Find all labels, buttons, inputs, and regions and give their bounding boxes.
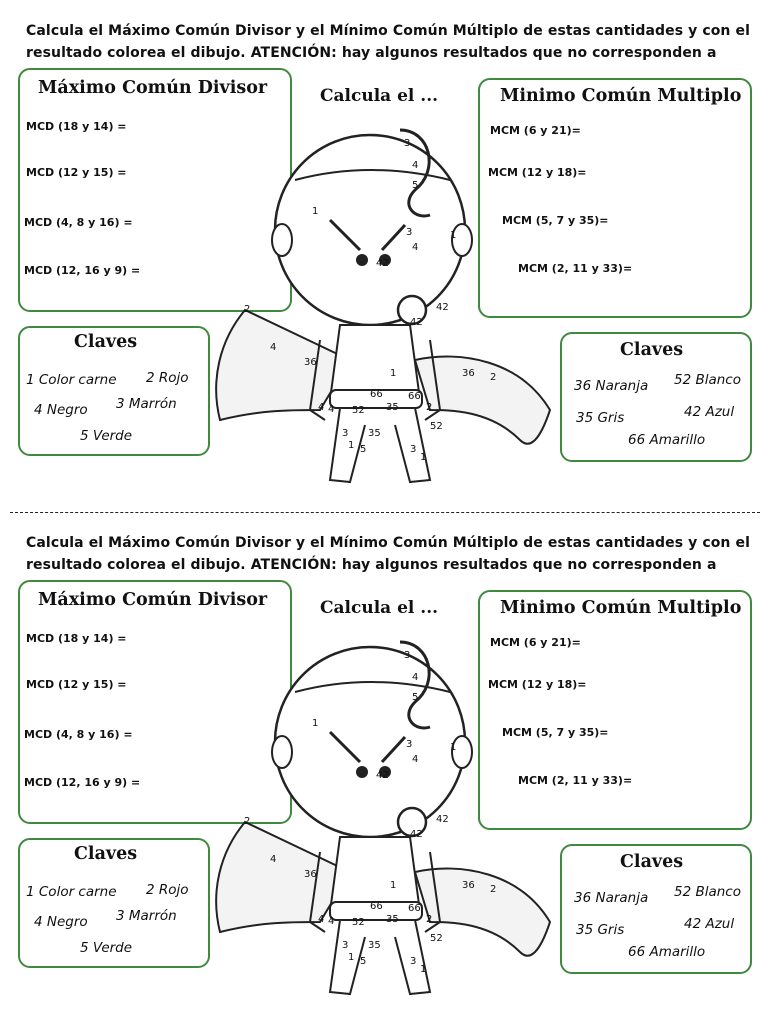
instructions-text: Calcula el Máximo Común Divisor y el Mínimo Común Múltiplo de estas cantidades y con el resultado colorea el dibujo. ATENCIÓN: hay algunos resultados que no corresponden a: [26, 23, 750, 61]
figure-number-label: 5: [360, 444, 367, 455]
figure-number-label: 1: [450, 742, 457, 753]
figure-number-label: 42: [376, 258, 389, 269]
clave-item: 4 Negro: [34, 914, 88, 930]
mcm-item: MCM (5, 7 y 35)=: [502, 214, 609, 227]
figure-number-label: 3: [410, 444, 417, 455]
figure-number-label: 1: [390, 368, 397, 379]
claves-title: Claves: [620, 852, 684, 872]
claves-title: Claves: [74, 844, 138, 864]
clave-item: 42 Azul: [684, 916, 735, 932]
figure-number-label: 4: [412, 160, 419, 171]
mcd-item: MCD (12 y 15) =: [26, 678, 127, 691]
mcm-item: MCM (2, 11 y 33)=: [518, 774, 633, 787]
clave-item: 35 Gris: [576, 922, 625, 938]
mcm-item: MCM (6 y 21)=: [490, 636, 581, 649]
clave-item: 1 Color carne: [26, 884, 117, 900]
clave-item: 36 Naranja: [574, 378, 649, 394]
instructions-text: Calcula el Máximo Común Divisor y el Mínimo Común Múltiplo de estas cantidades y con el resultado colorea el dibujo. ATENCIÓN: hay algunos resultados que no corresponden a: [26, 535, 750, 573]
figure-number-label: 3: [406, 739, 413, 750]
ear-left: [272, 224, 292, 256]
claves-right-box: [560, 844, 752, 974]
mcm-item: MCM (12 y 18)=: [488, 166, 587, 179]
clave-item: 52 Blanco: [674, 372, 741, 388]
clave-item: 3 Marrón: [116, 908, 177, 924]
mcm-title: Minimo Común Multiplo: [500, 598, 742, 618]
center-title: Calcula el ...: [320, 86, 439, 106]
mcd-item: MCD (18 y 14) =: [26, 120, 127, 133]
figure-number-label: 52: [430, 933, 443, 944]
figure-number-label: 35: [386, 402, 399, 413]
figure-number-label: 1: [420, 452, 427, 463]
figure-number-label: 1: [450, 230, 457, 241]
figure-number-label: 1: [312, 718, 319, 729]
figure-number-label: 42: [410, 829, 423, 840]
clave-item: 5 Verde: [80, 428, 133, 444]
figure-number-label: 2: [490, 372, 497, 383]
eye-left: [356, 254, 368, 266]
figure-number-label: 35: [368, 940, 381, 951]
figure-number-label: 42: [410, 317, 423, 328]
figure-number-label: 3: [404, 650, 411, 661]
claves-left-box: [18, 326, 210, 456]
figure-number-label: 3: [406, 227, 413, 238]
figure-number-label: 1: [348, 952, 355, 963]
claves-right-box: [560, 332, 752, 462]
figure-number-label: 35: [386, 914, 399, 925]
figure-number-label: 36: [304, 869, 317, 880]
figure-number-label: 5: [412, 180, 419, 191]
clave-item: 3 Marrón: [116, 396, 177, 412]
clave-item: 35 Gris: [576, 410, 625, 426]
figure-number-label: 36: [462, 880, 475, 891]
figure-number-label: 1: [348, 440, 355, 451]
figure-number-label: 66: [408, 903, 421, 914]
claves-left-box: [18, 838, 210, 968]
figure-number-label: 4: [412, 672, 419, 683]
figure-number-label: 3: [410, 956, 417, 967]
figure-number-label: 66: [370, 389, 383, 400]
mcd-item: MCD (4, 8 y 16) =: [24, 728, 133, 741]
mcd-item: MCD (12 y 15) =: [26, 166, 127, 179]
figure-number-label: 2: [490, 884, 497, 895]
clave-item: 52 Blanco: [674, 884, 741, 900]
center-title: Calcula el ...: [320, 598, 439, 618]
figure-number-label: 4: [328, 916, 335, 927]
figure-number-label: 4: [270, 854, 277, 865]
figure-number-label: 4: [328, 404, 335, 415]
mcm-item: MCM (6 y 21)=: [490, 124, 581, 137]
claves-title: Claves: [620, 340, 684, 360]
figure-number-label: 5: [360, 956, 367, 967]
figure-number-label: 66: [370, 901, 383, 912]
mcd-item: MCD (12, 16 y 9) =: [24, 264, 141, 277]
figure-number-label: 35: [368, 428, 381, 439]
mcd-title: Máximo Común Divisor: [38, 78, 268, 98]
superhero-illustration: [200, 110, 560, 500]
mcm-item: MCM (12 y 18)=: [488, 678, 587, 691]
figure-number-label: 52: [352, 405, 365, 416]
clave-item: 66 Amarillo: [628, 432, 706, 448]
figure-number-label: 36: [462, 368, 475, 379]
mcm-item: MCM (2, 11 y 33)=: [518, 262, 633, 275]
claves-title: Claves: [74, 332, 138, 352]
figure-number-label: 2: [426, 402, 433, 413]
mcd-item: MCD (4, 8 y 16) =: [24, 216, 133, 229]
clave-item: 2 Rojo: [146, 882, 189, 898]
figure-number-label: 3: [404, 138, 411, 149]
figure-number-label: 3: [342, 940, 349, 951]
clave-item: 1 Color carne: [26, 372, 117, 388]
clave-item: 5 Verde: [80, 940, 133, 956]
superhero-illustration: [200, 622, 560, 1012]
figure-number-label: 4: [270, 342, 277, 353]
figure-number-label: 42: [436, 814, 449, 825]
clave-item: 2 Rojo: [146, 370, 189, 386]
head: [275, 647, 465, 837]
clave-item: 42 Azul: [684, 404, 735, 420]
clave-item: 36 Naranja: [574, 890, 649, 906]
mcm-title: Minimo Común Multiplo: [500, 86, 742, 106]
mcd-item: MCD (12, 16 y 9) =: [24, 776, 141, 789]
figure-number-label: 4: [412, 242, 419, 253]
superhero-drawing: [200, 110, 560, 500]
figure-number-label: 4: [318, 914, 325, 925]
eye-left: [356, 766, 368, 778]
figure-number-label: 5: [412, 692, 419, 703]
mcd-item: MCD (18 y 14) =: [26, 632, 127, 645]
worksheet-copy-top: [0, 0, 768, 500]
figure-number-label: 66: [408, 391, 421, 402]
figure-number-label: 3: [342, 428, 349, 439]
figure-number-label: 52: [430, 421, 443, 432]
ear-left: [272, 736, 292, 768]
clave-item: 4 Negro: [34, 402, 88, 418]
figure-number-label: 2: [244, 304, 251, 315]
worksheet-copy-bottom: [0, 512, 768, 1012]
figure-number-label: 36: [304, 357, 317, 368]
clave-item: 66 Amarillo: [628, 944, 706, 960]
head: [275, 135, 465, 325]
figure-number-label: 2: [244, 816, 251, 827]
superhero-drawing: [200, 622, 560, 1012]
mcm-item: MCM (5, 7 y 35)=: [502, 726, 609, 739]
figure-number-label: 4: [318, 402, 325, 413]
figure-number-label: 1: [420, 964, 427, 975]
figure-number-label: 1: [390, 880, 397, 891]
mcd-title: Máximo Común Divisor: [38, 590, 268, 610]
figure-number-label: 52: [352, 917, 365, 928]
figure-number-label: 42: [436, 302, 449, 313]
figure-number-label: 1: [312, 206, 319, 217]
figure-number-label: 42: [376, 770, 389, 781]
figure-number-label: 2: [426, 914, 433, 925]
figure-number-label: 4: [412, 754, 419, 765]
